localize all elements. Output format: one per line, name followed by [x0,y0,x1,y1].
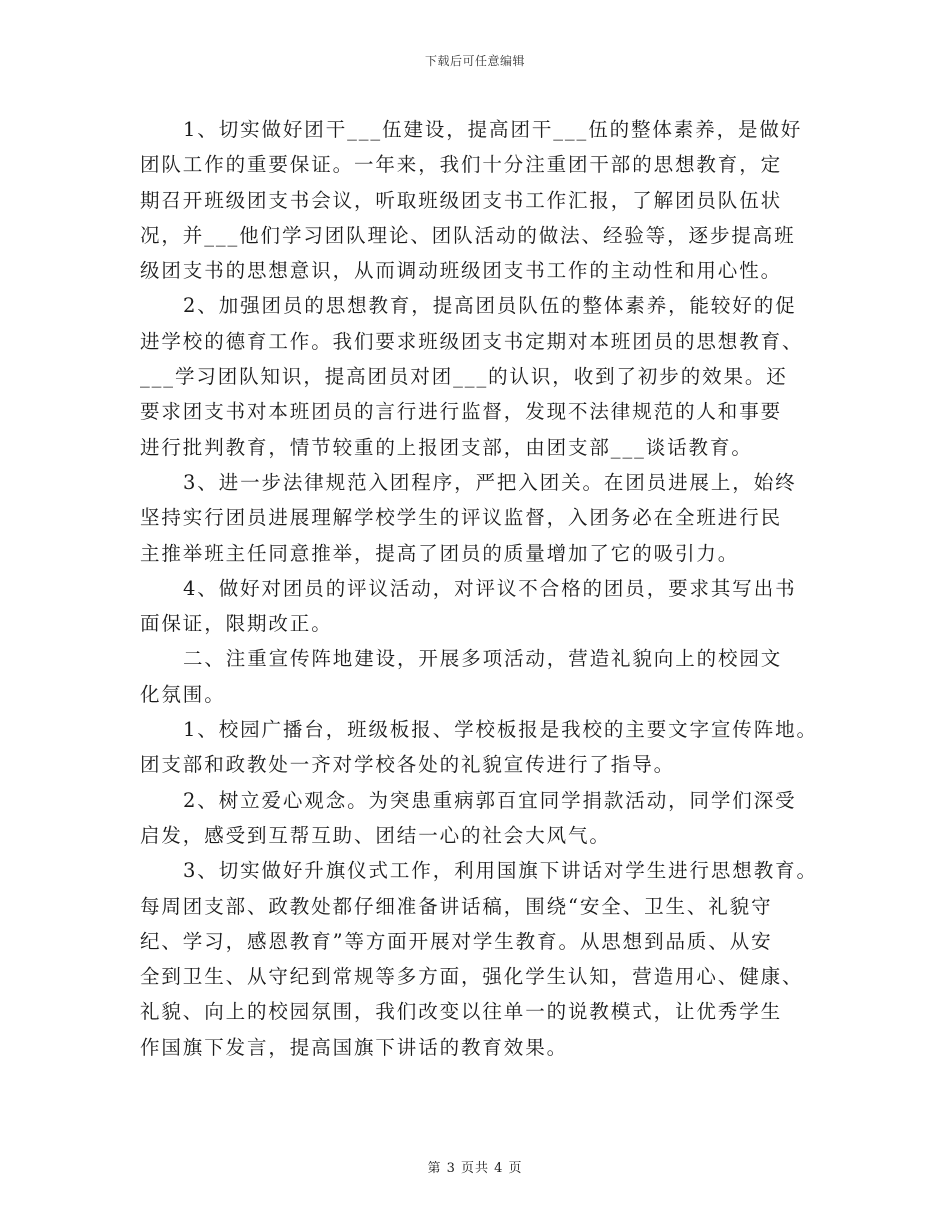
text-line: 化氛围。 [140,682,226,706]
document-body [140,112,820,1065]
text-line: 4、做好对团员的评议活动，对评议不合格的团员，要求其写出书 [183,576,797,600]
text-line: 作国旗下发言，提高国旗下讲话的教育效果。 [140,1035,569,1059]
text-line: 全到卫生、从守纪到常规等多方面，强化学生认知，营造用心、健康、 [140,965,804,989]
text-line: 启发，感受到互帮互助、团结一心的社会大风气。 [140,823,611,847]
text-line: 进行批判教育，情节较重的上报团支部，由团支部___谈话教育。 [140,435,753,459]
text-line: 团支部和政教处一齐对学校各处的礼貌宣传进行了指导。 [140,753,676,777]
text-line: 期召开班级团支书会议，听取班级团支书工作汇报，了解团员队伍状 [140,188,783,212]
page-header-note: 下载后可任意编辑 [424,54,525,68]
text-line: 级团支书的思想意识，从而调动班级团支书工作的主动性和用心性。 [140,259,783,283]
text-line: 坚持实行团员进展理解学校学生的评议监督，入团务必在全班进行民 [140,506,783,530]
text-line: 进学校的德育工作。我们要求班级团支书定期对本班团员的思想教育、 [140,329,804,353]
text-line: 面保证，限期改正。 [140,612,333,636]
text-line: 2、树立爱心观念。为突患重病郭百宜同学捐款活动，同学们深受 [183,788,797,812]
text-line: 要求团支书对本班团员的言行进行监督，发现不法律规范的人和事要 [140,400,783,424]
text-line: 况，并___他们学习团队理论、团队活动的做法、经验等，逐步提高班 [140,223,796,247]
text-line: 3、进一步法律规范入团程序，严把入团关。在团员进展上，始终 [183,470,797,494]
text-line: 团队工作的重要保证。一年来，我们十分注重团干部的思想教育，定 [140,153,783,177]
text-line: 主推举班主任同意推举，提高了团员的质量增加了它的吸引力。 [140,541,740,565]
text-line: 纪、学习，感恩教育”等方面开展对学生教育。从思想到品质、从安 [140,929,773,953]
text-line: 二、注重宣传阵地建设，开展多项活动，营造礼貌向上的校园文 [183,647,783,671]
text-line: 1、校园广播台，班级板报、学校板报是我校的主要文字宣传阵地。 [183,718,818,742]
text-line: 2、加强团员的思想教育，提高团员队伍的整体素养，能较好的促 [183,294,797,318]
text-line: 1、切实做好团干___伍建设，提高团干___伍的整体素养，是做好 [183,118,803,141]
text-line: 每周团支部、政教处都仔细准备讲话稿，围绕“安全、卫生、礼貌守 [140,894,773,918]
text-line: 礼貌、向上的校园氛围，我们改变以往单一的说教模式，让优秀学生 [140,1000,783,1024]
page-number: 第 3 页共 4 页 [427,1161,523,1176]
text-line: ___学习团队知识，提高团员对团___的认识，收到了初步的效果。还 [140,365,788,389]
text-line: 3、切实做好升旗仪式工作，利用国旗下讲话对学生进行思想教育。 [183,859,818,883]
